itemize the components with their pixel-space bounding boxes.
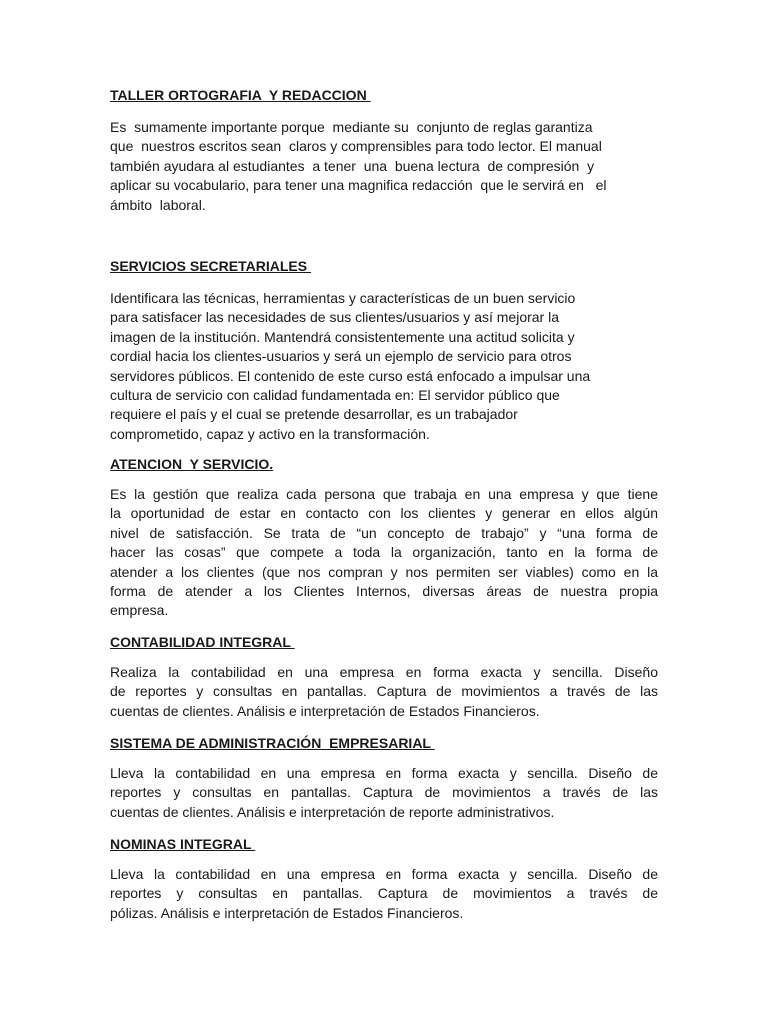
section-heading: NOMINAS INTEGRAL xyxy=(110,836,256,852)
text-line: la oportunidad de estar en contacto con los clientes y generar en ellos algún xyxy=(110,505,658,522)
text-line: para satisfacer las necesidades de sus clientes/usuarios y así mejorar la xyxy=(110,309,559,326)
section-taller-ortografia xyxy=(110,86,658,215)
text-line: Realiza la contabilidad en una empresa en forma exacta y sencilla. Diseño xyxy=(110,664,658,680)
section-heading: TALLER ORTOGRAFIA Y REDACCION xyxy=(110,87,371,103)
text-line: nivel de satisfacción. Se trata de “un concepto de trabajo” y “una forma de xyxy=(110,524,658,541)
text-line: aplicar su vocabulario, para tener una magnifica redacción que le servirá en el xyxy=(110,177,607,194)
text-line: cuentas de clientes. Análisis e interpretación de reporte administrativos. xyxy=(110,803,555,820)
section-sistema-administracion xyxy=(110,734,658,822)
text-line: Es la gestión que realiza cada persona que trabaja en una empresa y que tiene xyxy=(110,486,658,502)
section-body xyxy=(110,764,658,822)
section-atencion-servicio xyxy=(110,455,658,621)
text-line: Lleva la contabilidad en una empresa en forma exacta y sencilla. Diseño de xyxy=(110,866,658,882)
section-body xyxy=(110,485,658,621)
section-heading: CONTABILIDAD INTEGRAL xyxy=(110,634,295,650)
text-line: Identificara las técnicas, herramientas y características de un buen servicio xyxy=(110,290,576,306)
text-line: imagen de la institución. Mantendrá consistentemente una actitud solicita y xyxy=(110,328,575,345)
text-line: reportes y consultas en pantallas. Captura de movimientos a través de las xyxy=(110,784,658,801)
text-line: comprometido, capaz y activo en la transformación. xyxy=(110,425,430,442)
section-body xyxy=(110,289,658,444)
section-body xyxy=(110,118,658,215)
text-line: reportes y consultas en pantallas. Captura de movimientos a través de xyxy=(110,885,658,902)
text-line: pólizas. Análisis e interpretación de Estados Financieros. xyxy=(110,904,464,921)
text-line: empresa. xyxy=(110,602,169,619)
section-nominas-integral xyxy=(110,835,658,923)
text-line: Es sumamente importante porque mediante su conjunto de reglas garantiza xyxy=(110,119,593,135)
text-line: atender a los clientes (que nos compran y nos permiten ser viables) como en la xyxy=(110,563,658,580)
text-line: requiere el país y el cual se pretende desarrollar, es un trabajador xyxy=(110,406,518,423)
section-heading: ATENCION Y SERVICIO. xyxy=(110,456,274,472)
section-servicios-secretariales xyxy=(110,257,658,444)
section-body xyxy=(110,663,658,721)
text-line: también ayudara al estudiantes a tener una buena lectura de compresión y xyxy=(110,157,595,174)
text-line: hacer las cosas” que compete a toda la organización, tanto en la forma de xyxy=(110,544,658,561)
text-line: cordial hacia los clientes-usuarios y será un ejemplo de servicio para otros xyxy=(110,348,572,365)
section-heading: SISTEMA DE ADMINISTRACIÓN EMPRESARIAL xyxy=(110,735,435,751)
text-line: forma de atender a los Clientes Internos, diversas áreas de nuestra propia xyxy=(110,583,658,600)
text-line: de reportes y consultas en pantallas. Captura de movimientos a través de las xyxy=(110,683,658,700)
section-heading: SERVICIOS SECRETARIALES xyxy=(110,258,311,274)
text-line: ámbito laboral. xyxy=(110,196,206,213)
section-body xyxy=(110,865,658,923)
text-line: cultura de servicio con calidad fundamentada en: El servidor público que xyxy=(110,387,560,404)
text-line: que nuestros escritos sean claros y comprensibles para todo lector. El manual xyxy=(110,138,602,155)
text-line: Lleva la contabilidad en una empresa en forma exacta y sencilla. Diseño de xyxy=(110,765,658,781)
section-contabilidad-integral xyxy=(110,633,658,721)
text-line: servidores públicos. El contenido de este curso está enfocado a impulsar una xyxy=(110,367,591,384)
text-line: cuentas de clientes. Análisis e interpretación de Estados Financieros. xyxy=(110,702,540,719)
